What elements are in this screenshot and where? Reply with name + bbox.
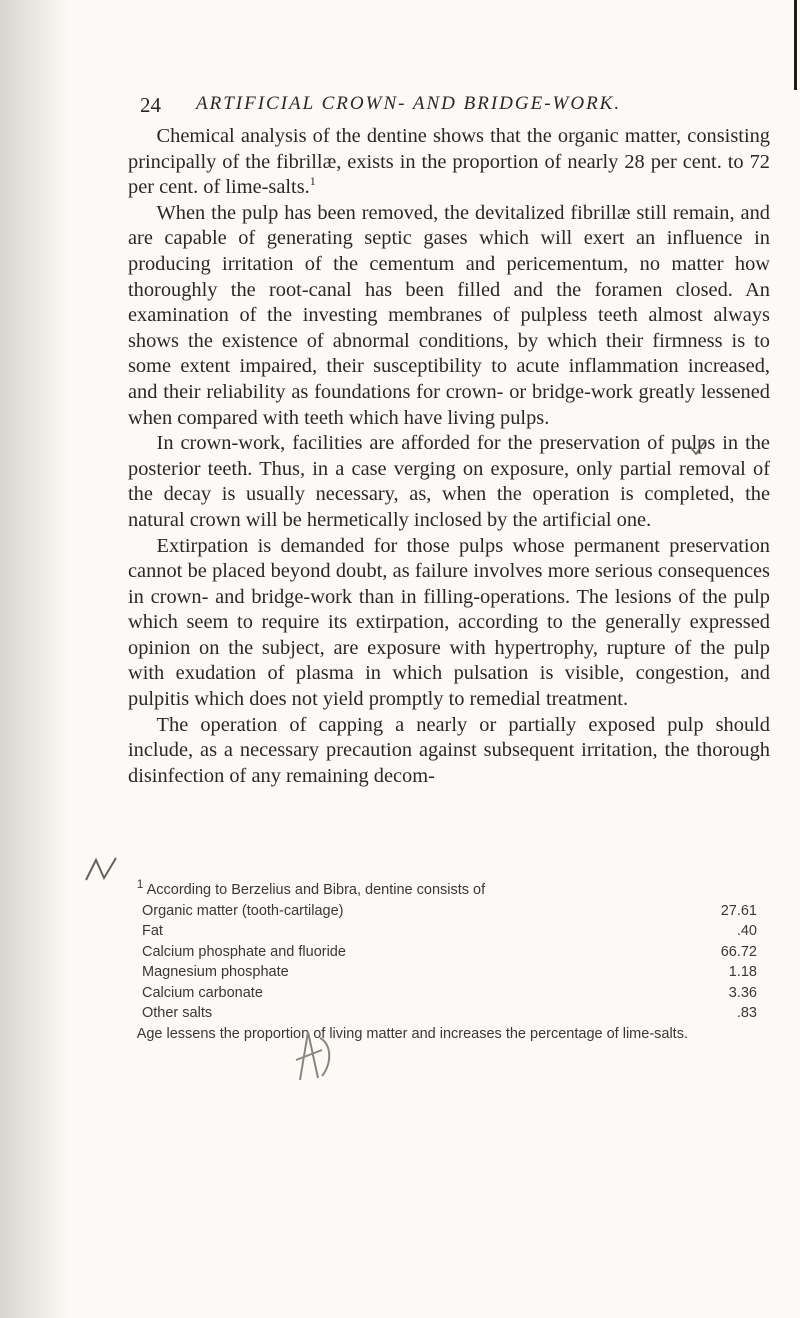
paragraph: When the pulp has been removed, the devitalized fibrillæ still remain, and are capable of generating septic gases which will exert an influence in producing irritation of the cementum and pericementum, no matter how thoroughly the root-canal has been filled and the foramen closed. An examination of the investing membranes of pulpless teeth almost always shows the existence of abnormal conditions, by which their firmness is to some extent impaired, their susceptibility to acute inflammation increased, and their reliability as foundations for crown- or bridge-work greatly lessened when compared with teeth which have living pulps. (128, 201, 770, 429)
paragraph: Extirpation is demanded for those pulps whose permanent preservation cannot be placed beyond doubt, as failure involves more serious consequences in crown- and bridge-work than in filling-operations. The lesions of the pulp which seem to require its extirpation, according to the generally expressed opinion on the subject, are exposure with hypertrophy, rupture of the pulp with exudation of plasma in which pulsation is visible, congestion, and pulpitis which does not yield promptly to remedial treatment. (128, 534, 770, 711)
table-row: Other salts .83 (142, 1005, 757, 1021)
body-text (128, 124, 770, 789)
page-border-mark (794, 0, 797, 90)
footnote-number: 1 (136, 877, 144, 892)
paragraph: The operation of capping a nearly or partially exposed pulp should include, as a necessary precaution against subsequent irritation, the thorough disinfection of any remaining decom- (128, 713, 770, 787)
footnote-marker: 1 (309, 174, 316, 189)
handwritten-monogram-icon (270, 1020, 350, 1090)
footnote-intro: $^1$ According to Berzelius and Bibra, dentine consists of (136, 877, 486, 898)
handwritten-checkmark-icon (686, 438, 708, 460)
composition-table (142, 901, 768, 1024)
page-number: 24 (140, 93, 161, 117)
running-title: ARTIFICIAL CROWN- AND BRIDGE-WORK. (196, 93, 622, 114)
table-row: Fat .40 (142, 923, 757, 939)
paragraph: Chemical analysis of the dentine shows that the organic matter, consisting principally of the fibrillæ, exists in the proportion of nearly 28 per cent. to 72 per cent. of lime-salts.$^1$ (128, 125, 770, 199)
handwritten-mark-icon (82, 850, 122, 890)
page-header (140, 93, 780, 119)
table-row: Calcium carbonate 3.36 (142, 984, 757, 1001)
table-row: Calcium phosphate and fluoride 66.72 (142, 943, 757, 960)
page-edge-shadow (0, 0, 70, 1318)
footnote (128, 877, 768, 1044)
footnote-outro: Age lessens the proportion of living matter and increases the percentage of lime-salts. (136, 1025, 688, 1042)
table-row: Organic matter (tooth-cartilage) 27.61 (142, 902, 757, 919)
table-row: Magnesium phosphate 1.18 (142, 964, 757, 980)
paragraph: In crown-work, facilities are afforded for the preservation of pulps in the posterior teeth. Thus, in a case verging on exposure, only partial removal of the decay is usually necessary, as, when the operation is completed, the natural crown will be hermetically inclosed by the artificial one. (128, 432, 770, 531)
